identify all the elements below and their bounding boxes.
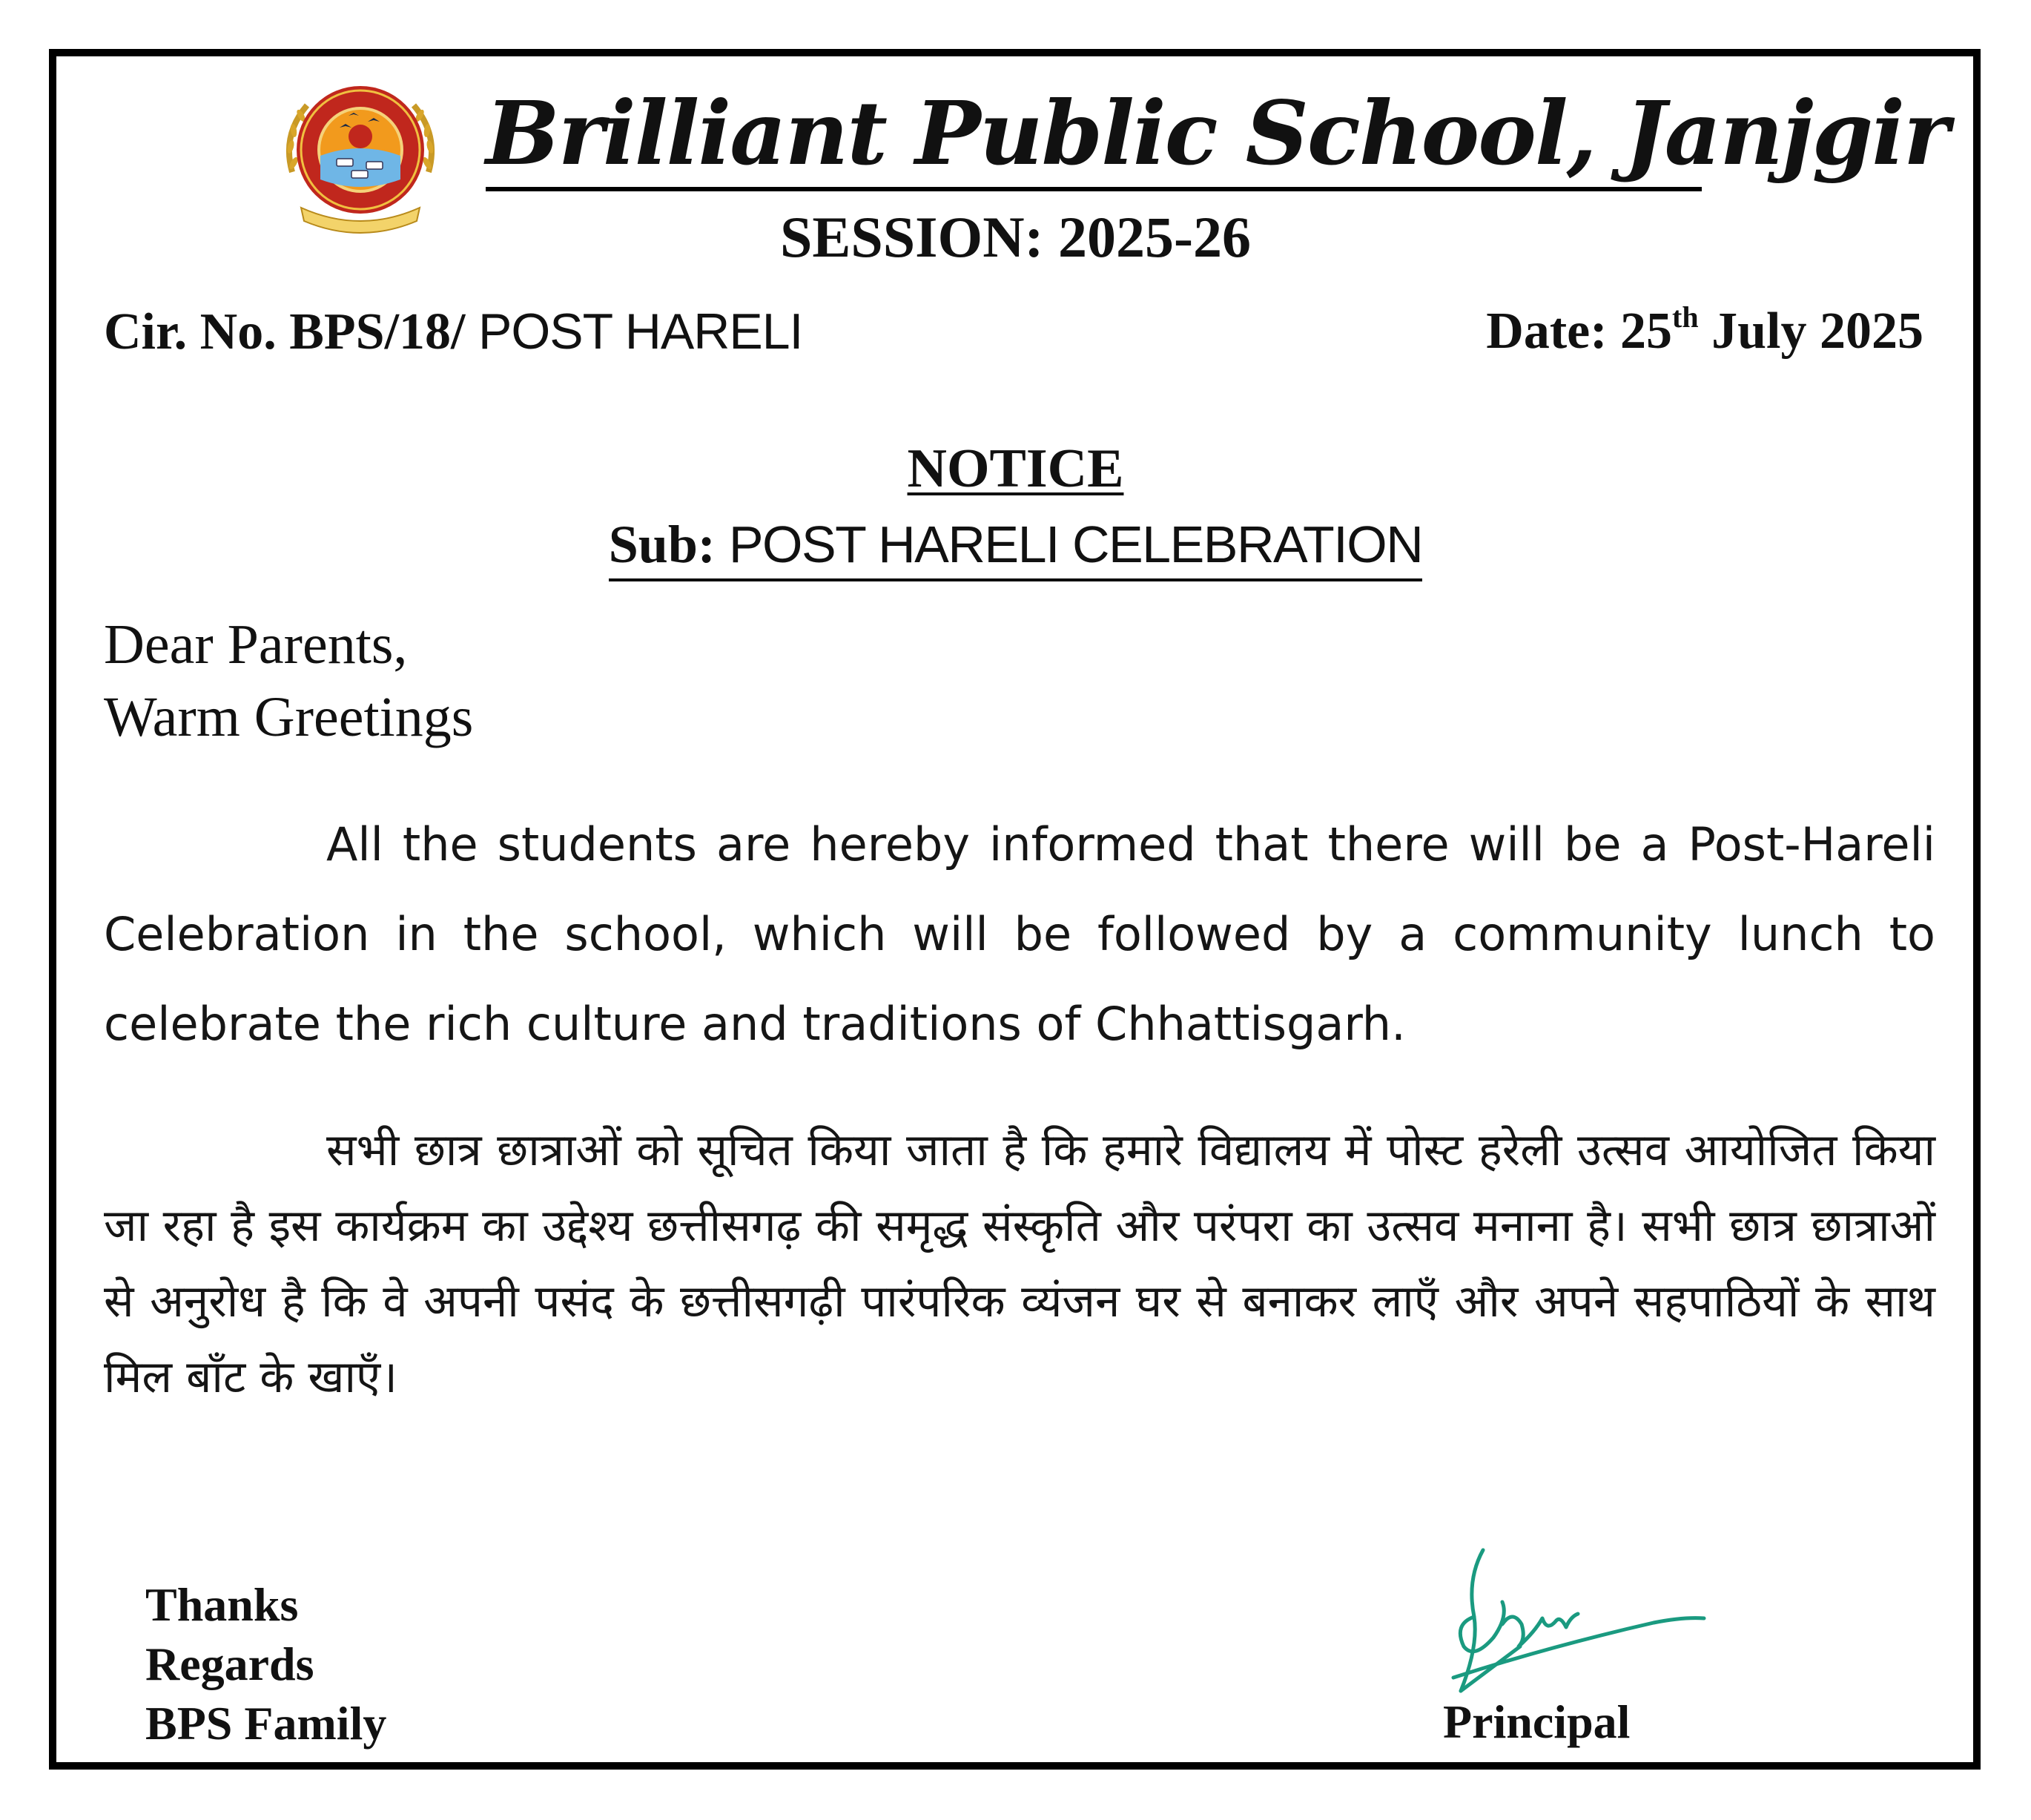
- salutation-line-1: Dear Parents,: [104, 613, 408, 676]
- date-suffix: th: [1672, 300, 1699, 334]
- body-paragraph-english: All the students are hereby informed that there will be a Post-Hareli Celebration in the school, which will be followed by a community lunch to celebrate the rich culture and traditions of Chhattisgarh.: [104, 817, 1935, 1051]
- subject-label: Sub:: [608, 515, 716, 574]
- closing-regards: Regards: [145, 1638, 314, 1690]
- closing-block: [145, 1575, 386, 1753]
- circular-number: [104, 298, 802, 366]
- school-name: Brilliant Public School, Janjgir: [486, 82, 1702, 191]
- notice-title: [0, 433, 2031, 504]
- date-rest: July 2025: [1711, 303, 1923, 360]
- closing-family: BPS Family: [145, 1697, 387, 1750]
- principal-signature: [1431, 1535, 1728, 1698]
- notice-subject: [0, 509, 2031, 581]
- body-paragraph-hindi: सभी छात्र छात्राओं को सूचित किया जाता है कि हमारे विद्यालय में पोस्ट हरेली उत्सव आयोजित किया जा रहा है इस कार्यक्रम का उद्देश्य छत्तीसगढ़ की समृद्ध संस्कृति और परंपरा का उत्सव मनाना है। सभी छात्र छात्राओं से अनुरोध है कि वे अपनी पसंद के छत्तीसगढ़ी पारंपरिक व्यंजन घर से बनाकर लाएँ और अपने सहपाठियों के साथ मिल बाँट के खाएँ।: [104, 1124, 1935, 1403]
- session-heading: SESSION: 2025-26: [780, 205, 1251, 269]
- date-label: Date:: [1486, 303, 1608, 360]
- salutation-line-2: Warm Greetings: [104, 686, 474, 748]
- closing-thanks: Thanks: [145, 1578, 299, 1631]
- salutation: [104, 608, 473, 754]
- subject-text: POST HARELI CELEBRATION: [728, 515, 1423, 573]
- circular-label: Cir. No. BPS/18/: [104, 303, 466, 360]
- date-day: 25: [1620, 303, 1673, 360]
- notice-title-text: NOTICE: [907, 438, 1124, 499]
- notice-date: [1486, 298, 1923, 365]
- circular-topic: POST HARELI: [478, 303, 803, 360]
- signatory-title: Principal: [1443, 1695, 1631, 1748]
